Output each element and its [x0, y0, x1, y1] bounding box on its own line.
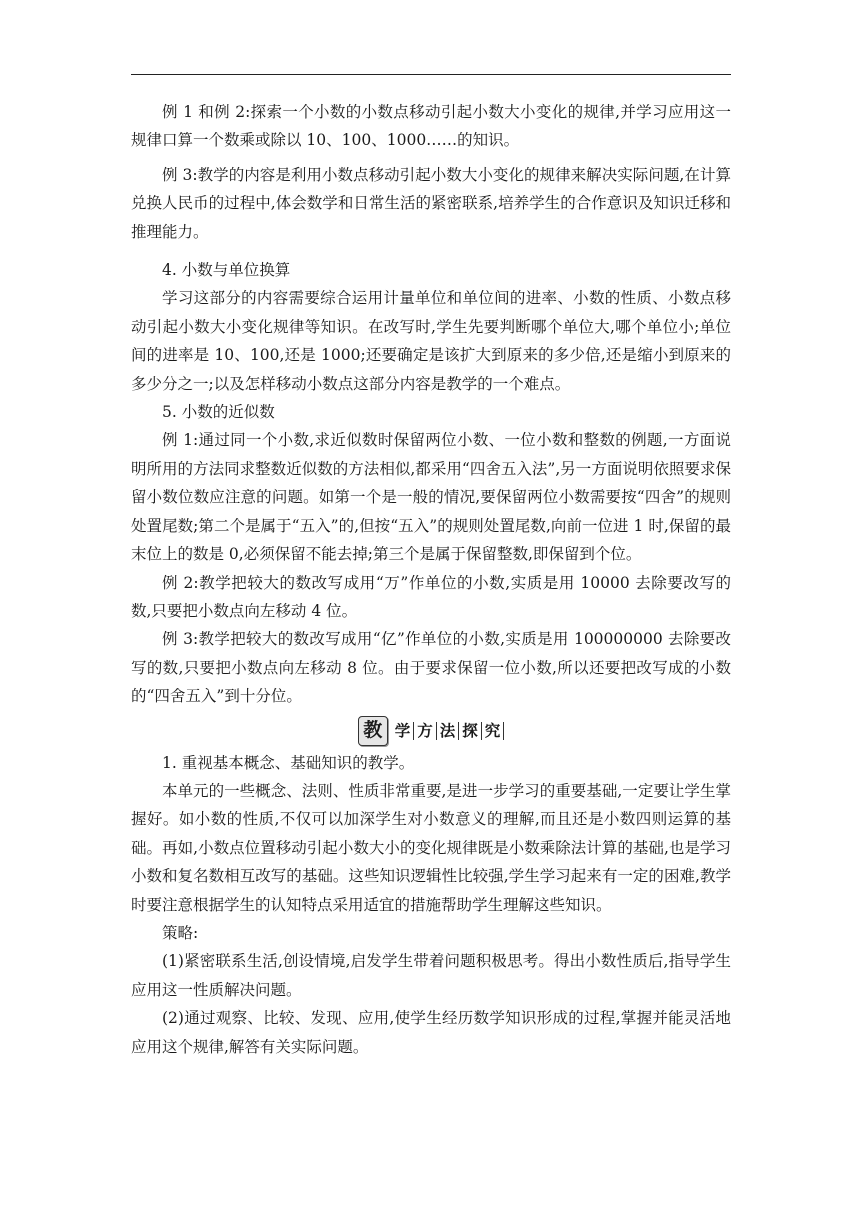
paragraph-basic-concepts: 本单元的一些概念、法则、性质非常重要,是进一步学习的重要基础,一定要让学生掌握好。如小数的性质,不仅可以加深学生对小数意义的理解,而且还是小数四则运算的基础。再如,小数点位置移动引起小数大小的变化规律既是小数乘除法计算的基础,也是学习小数和复名数相互改写的基础。这些知识逻辑性比较强,学生学习起来有一定的困难,教学时要注意根据学生的认知特点采用适宜的措施帮助学生理解这些知识。: [131, 781, 731, 914]
paragraph-unit-conversion: 学习这部分的内容需要综合运用计量单位和单位间的进率、小数的性质、小数点移动引起小数大小变化规律等知识。在改写时,学生先要判断哪个单位大,哪个单位小;单位间的进率是 10、100,还是 1000;还要确定是该扩大到原来的多少倍,还是缩小到原来的多少分之一;以及怎样移动小数点这部分内容是教学的一个难点。: [131, 289, 731, 393]
banner-char: 法: [437, 722, 460, 740]
banner-char: 方: [414, 722, 437, 740]
paragraph-example-1-2: 例 1 和例 2:探索一个小数的小数点移动引起小数大小变化的规律,并学习应用这一规律口算一个数乘或除以 10、100、1000……的知识。: [131, 103, 731, 150]
paragraph-approx-example-1: 例 1:通过同一个小数,求近似数时保留两位小数、一位小数和整数的例题,一方面说明所用的方法同求整数近似数的方法相似,都采用“四舍五入法”,另一方面说明依照要求保留小数位数应注意的问题。如第一个是一般的情况,要保留两位小数需要按“四舍”的规则处置尾数;第二个是属于“五入”的,但按“五入”的规则处置尾数,向前一位进 1 时,保留的最末位上的数是 0,必须保留不能去掉;第三个是属于保留整数,即保留到个位。: [131, 431, 731, 564]
paragraph-approx-example-2: 例 2:教学把较大的数改写成用“万”作单位的小数,实质是用 10000 去除要改写的数,只要把小数点向左移动 4 位。: [131, 573, 731, 620]
banner-char: 学: [392, 722, 415, 740]
section-heading-unit-conversion: 4. 小数与单位换算: [162, 261, 291, 280]
section-heading-approximation: 5. 小数的近似数: [162, 403, 275, 422]
strategy-item-1: (1)紧密联系生活,创设情境,启发学生带着问题积极思考。得出小数性质后,指导学生应用这一性质解决问题。: [131, 952, 731, 999]
section-banner-teaching-methods: [131, 713, 731, 749]
banner-char: 探: [459, 722, 482, 740]
section-heading-basic-concepts: 1. 重视基本概念、基础知识的教学。: [162, 753, 415, 772]
paragraph-approx-example-3: 例 3:教学把较大的数改写成用“亿”作单位的小数,实质是用 100000000 去除要改写的数,只要把小数点向左移动 8 位。由于要求保留一位小数,所以还要把改写成的小数的“四舍五入”到十分位。: [131, 630, 731, 706]
header-rule: [131, 74, 731, 75]
banner-big-char: 教: [358, 716, 388, 746]
page-body: [131, 98, 731, 1061]
strategy-label: 策略:: [162, 923, 199, 942]
strategy-item-2: (2)通过观察、比较、发现、应用,使学生经历数学知识形成的过程,掌握并能灵活地应用这个规律,解答有关实际问题。: [131, 1009, 731, 1056]
paragraph-example-3: 例 3:教学的内容是利用小数点移动引起小数大小变化的规律来解决实际问题,在计算兑换人民币的过程中,体会数学和日常生活的紧密联系,培养学生的合作意识及知识迁移和推理能力。: [131, 165, 731, 241]
banner-char: 究: [482, 722, 505, 740]
